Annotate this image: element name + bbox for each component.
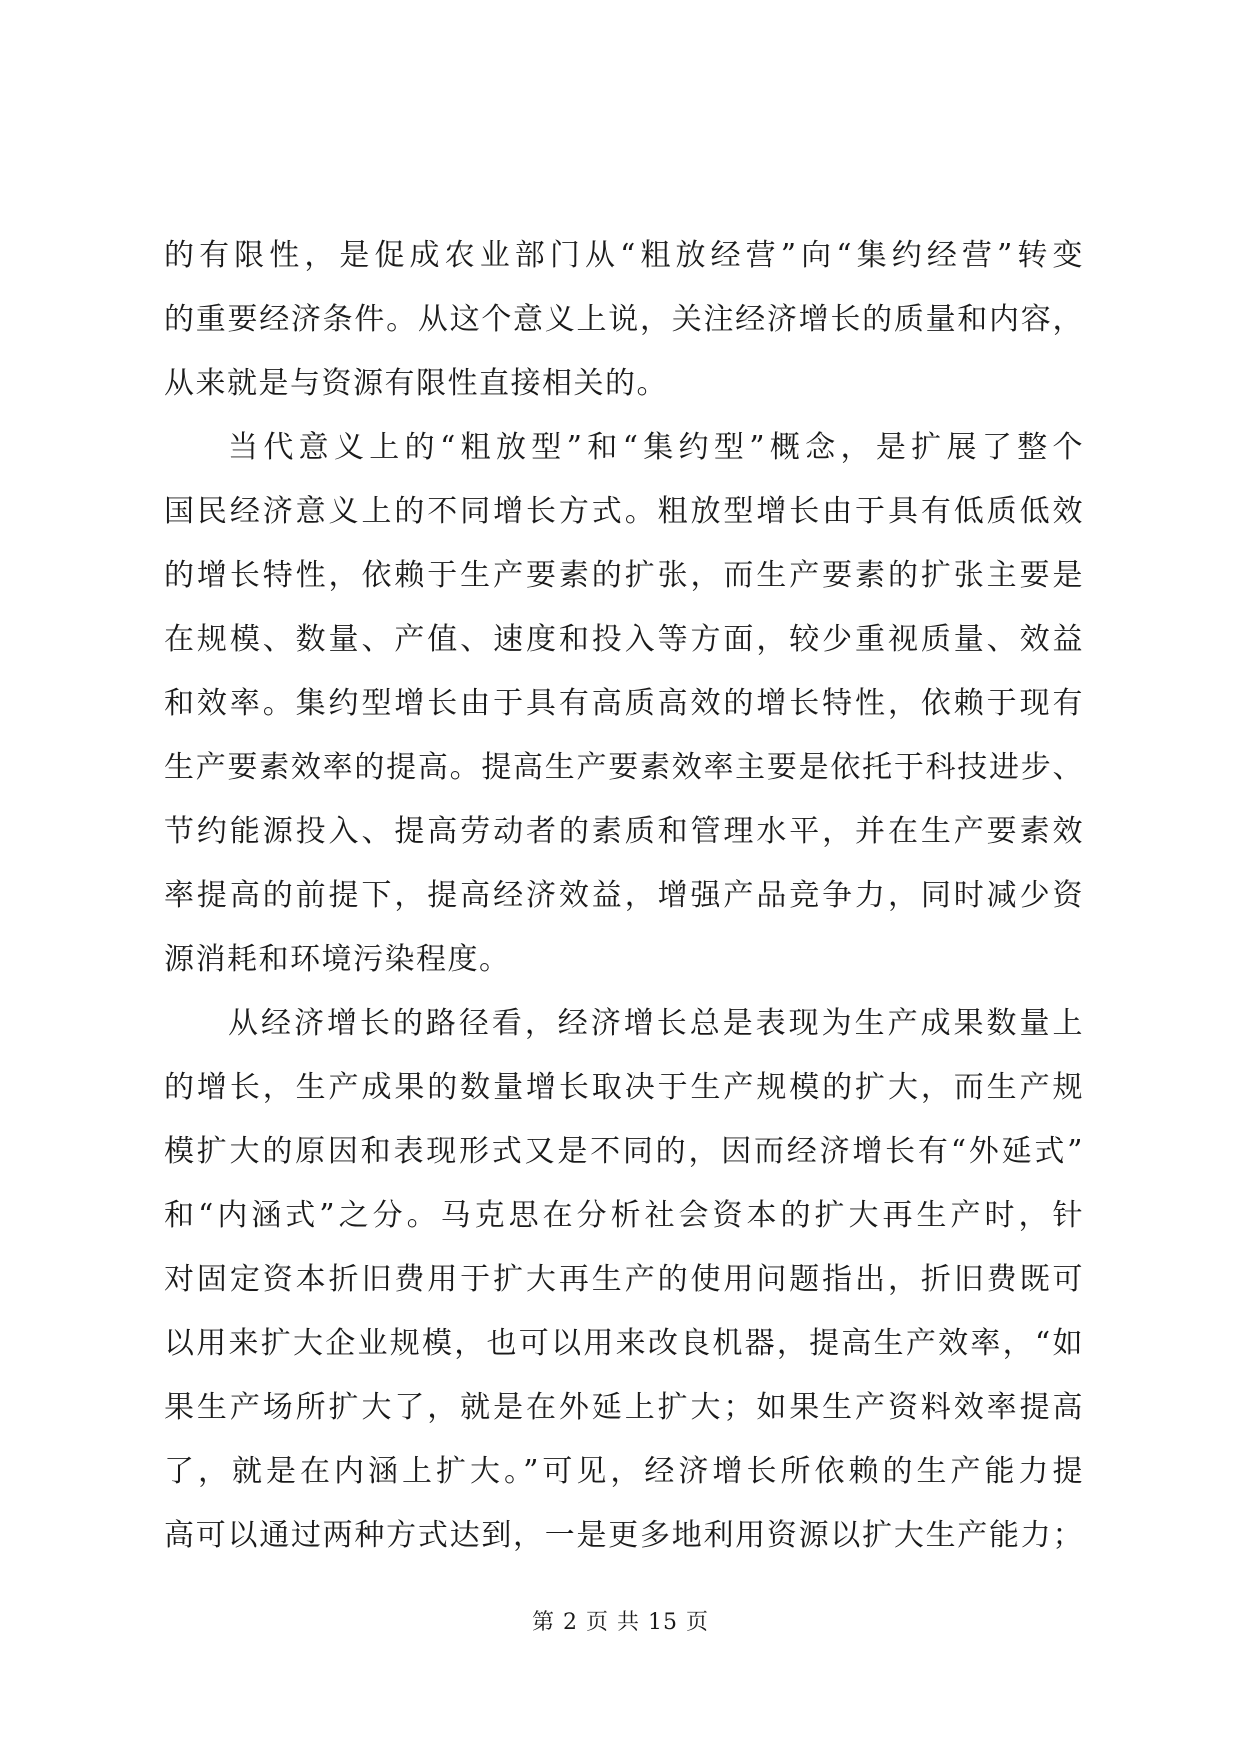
text-line: 和“内涵式”之分。马克思在分析社会资本的扩大再生产时，针 — [164, 1198, 1084, 1233]
text-line: 生产要素效率的提高。提高生产要素效率主要是依托于科技进步、 — [164, 750, 1084, 785]
text-line: 从来就是与资源有限性直接相关的。 — [164, 366, 668, 401]
page-footer — [0, 1605, 1241, 1636]
text-line: 了，就是在内涵上扩大。”可见，经济增长所依赖的生产能力提 — [164, 1454, 1084, 1489]
text-line: 当代意义上的“粗放型”和“集约型”概念，是扩展了整个 — [228, 430, 1084, 465]
text-line: 从经济增长的路径看，经济增长总是表现为生产成果数量上 — [228, 1006, 1084, 1041]
text-line: 以用来扩大企业规模，也可以用来改良机器，提高生产效率，“如 — [164, 1326, 1084, 1361]
text-line: 果生产场所扩大了，就是在外延上扩大；如果生产资料效率提高 — [164, 1390, 1084, 1425]
text-line: 在规模、数量、产值、速度和投入等方面，较少重视质量、效益 — [164, 622, 1084, 657]
text-line: 的增长，生产成果的数量增长取决于生产规模的扩大，而生产规 — [164, 1070, 1084, 1105]
paragraph — [164, 224, 1084, 416]
text-line: 国民经济意义上的不同增长方式。粗放型增长由于具有低质低效 — [164, 494, 1084, 529]
text-line: 节约能源投入、提高劳动者的素质和管理水平，并在生产要素效 — [164, 814, 1084, 849]
text-line: 源消耗和环境污染程度。 — [164, 942, 511, 977]
paragraph — [164, 992, 1084, 1568]
text-line: 的重要经济条件。从这个意义上说，关注经济增长的质量和内容， — [164, 302, 1084, 337]
page-number: 第 2 页 共 15 页 — [532, 1610, 709, 1635]
text-line: 对固定资本折旧费用于扩大再生产的使用问题指出，折旧费既可 — [164, 1262, 1084, 1297]
text-line: 率提高的前提下，提高经济效益，增强产品竞争力，同时减少资 — [164, 878, 1084, 913]
document-body — [164, 224, 1084, 1568]
text-line: 高可以通过两种方式达到，一是更多地利用资源以扩大生产能力； — [164, 1518, 1084, 1553]
text-line: 和效率。集约型增长由于具有高质高效的增长特性，依赖于现有 — [164, 686, 1084, 721]
paragraph — [164, 416, 1084, 992]
text-line: 的有限性，是促成农业部门从“粗放经营”向“集约经营”转变 — [164, 238, 1084, 273]
text-line: 的增长特性，依赖于生产要素的扩张，而生产要素的扩张主要是 — [164, 558, 1084, 593]
text-line: 模扩大的原因和表现形式又是不同的，因而经济增长有“外延式” — [164, 1134, 1084, 1169]
